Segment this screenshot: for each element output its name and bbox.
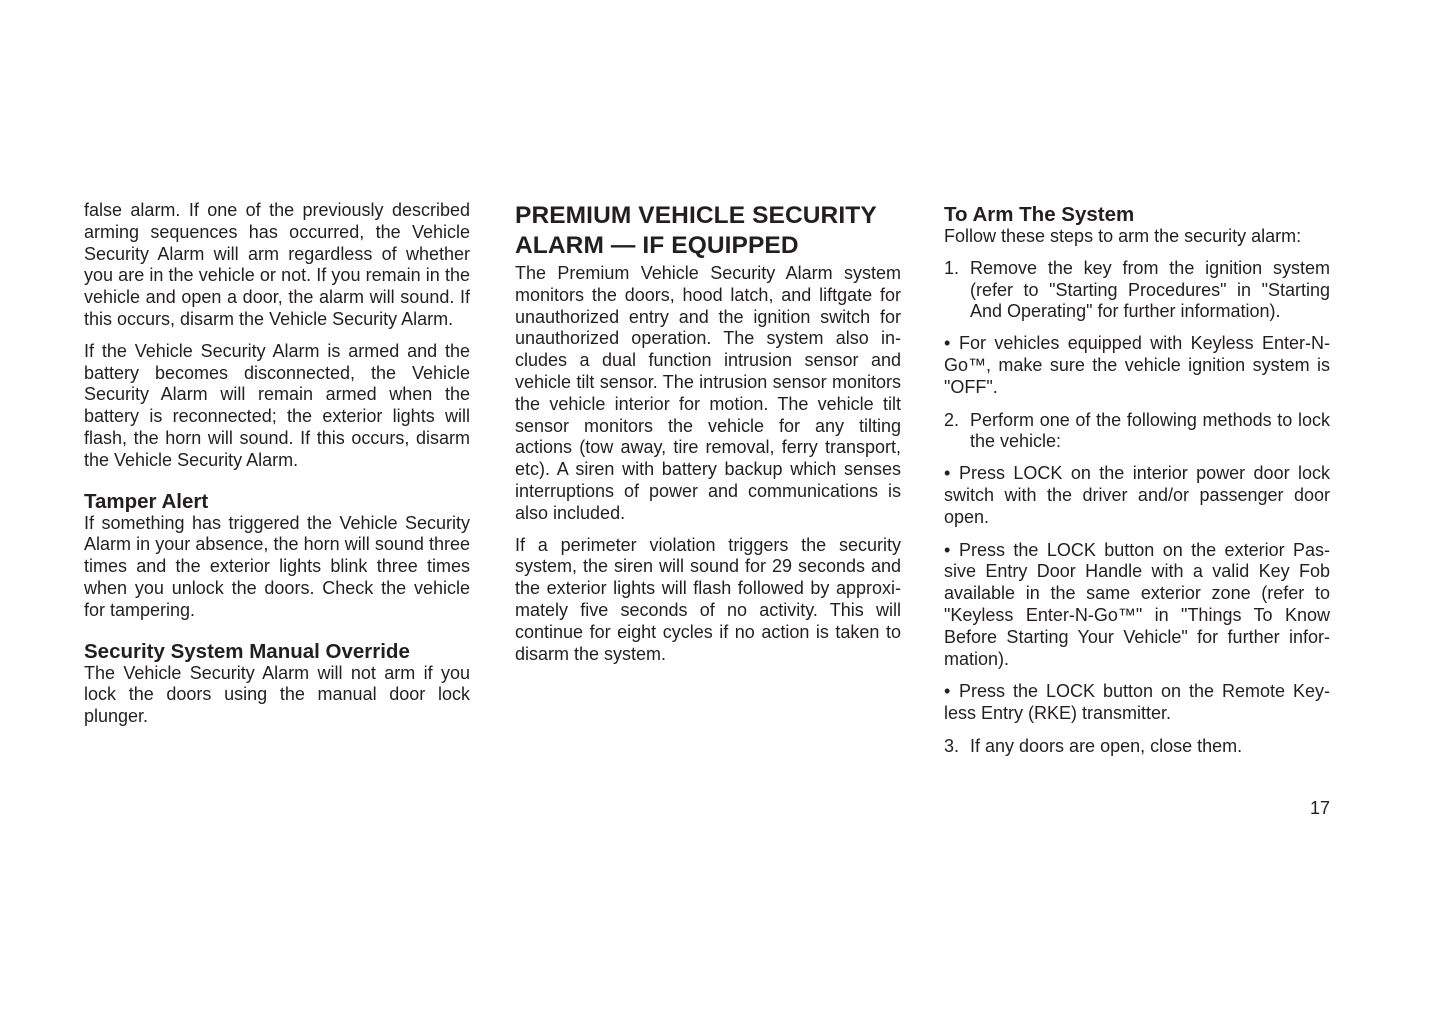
paragraph-tamper-alert: If something has triggered the Vehicle Security Alarm in your absence, the horn will sound three times and the exterior lights blink three times when you unlock the doors. Check the vehicle for tampering.: [84, 512, 470, 620]
bullet-keyless-off: [944, 333, 1330, 398]
bullet-keyless-off-text: For vehicles equipped with Keyless Enter-N-Go™, make sure the vehicle ignition system is "OFF".: [944, 333, 1330, 397]
paragraph-premium-system-description: The Premium Vehicle Security Alarm system monitors the doors, hood latch, and liftgate for unauthorized entry and the ignition switch for unauthorized operation. The system also includes a dual function intrusion sensor and vehicle tilt sensor. The intrusion sensor monitors the vehicle interior for motion. The vehicle tilt sensor monitors the vehicle for any tilting actions (tow away, tire removal, ferry transport, etc). A siren with battery backup which senses interruptions of power and communications is also included.: [515, 263, 901, 523]
heading-manual-override: Security System Manual Override: [84, 639, 410, 663]
paragraph-arm-intro: Follow these steps to arm the security alarm:: [944, 226, 1302, 246]
step-1-text: Remove the key from the ignition system (refer to "Starting Procedures" in "Starting And Operating" for further information).: [970, 257, 1330, 322]
bullet-passive-entry: [944, 540, 1330, 671]
step-3-text: If any doors are open, close them.: [970, 735, 1243, 756]
bullet-passive-entry-text: Press the LOCK button on the exterior Passive Entry Door Handle with a valid Key Fob available in the same exterior zone (refer to "Keyless Enter-N-Go™" in "Things To Know Before Starting Your Vehicle" for further information).: [944, 539, 1330, 669]
heading-tamper-alert: Tamper Alert: [84, 489, 209, 513]
left-column: [84, 200, 470, 738]
step-3-number: 3.: [944, 735, 960, 756]
step-2: [944, 410, 1330, 454]
page-number: 17: [1309, 798, 1330, 818]
step-1: [944, 258, 1330, 323]
middle-column: [515, 200, 901, 675]
step-3: [944, 736, 1330, 758]
bullet-rke-transmitter: [944, 681, 1330, 725]
paragraph-manual-override: The Vehicle Security Alarm will not arm if you lock the doors using the manual door lock plunger.: [84, 662, 470, 727]
paragraph-false-alarm: false alarm. If one of the previously described arming sequences has occurred, the Vehicle Security Alarm will arm regardless of whether you are in the vehicle or not. If you remain in the vehicle and open a door, the alarm will sound. If this occurs, disarm the Vehicle Security Alarm.: [84, 200, 470, 329]
bullet-interior-lock: [944, 463, 1330, 528]
bullet-rke-transmitter-text: Press the LOCK button on the Remote Keyless Entry (RKE) transmitter.: [944, 681, 1330, 724]
bullet-icon: •: [944, 333, 951, 354]
paragraph-battery-disconnect: If the Vehicle Security Alarm is armed and the battery becomes disconnected, the Vehicle Security Alarm will remain armed when the battery is reconnected; the exterior lights will flash, the horn will sound. If this occurs, disarm the Vehicle Security Alarm.: [84, 340, 470, 470]
heading-premium-security-alarm: PREMIUM VEHICLE SECURITY ALARM — IF EQUIPPED: [515, 202, 877, 259]
paragraph-perimeter-violation: If a perimeter violation triggers the security system, the siren will sound for 29 seconds and the exterior lights will flash followed by approximately five seconds of no activity. This will continue for eight cycles if no action is taken to disarm the system.: [515, 534, 901, 664]
step-1-number: 1.: [944, 257, 960, 278]
bullet-icon: •: [944, 463, 951, 484]
bullet-interior-lock-text: Press LOCK on the interior power door lock switch with the driver and/or passenger door open.: [944, 463, 1330, 527]
bullet-icon: •: [944, 681, 951, 702]
bullet-icon: •: [944, 539, 951, 560]
heading-to-arm-the-system: To Arm The System: [944, 203, 1135, 226]
step-2-number: 2.: [944, 409, 960, 430]
right-column: [944, 200, 1330, 768]
step-2-text: Perform one of the following methods to lock the vehicle:: [970, 409, 1330, 452]
